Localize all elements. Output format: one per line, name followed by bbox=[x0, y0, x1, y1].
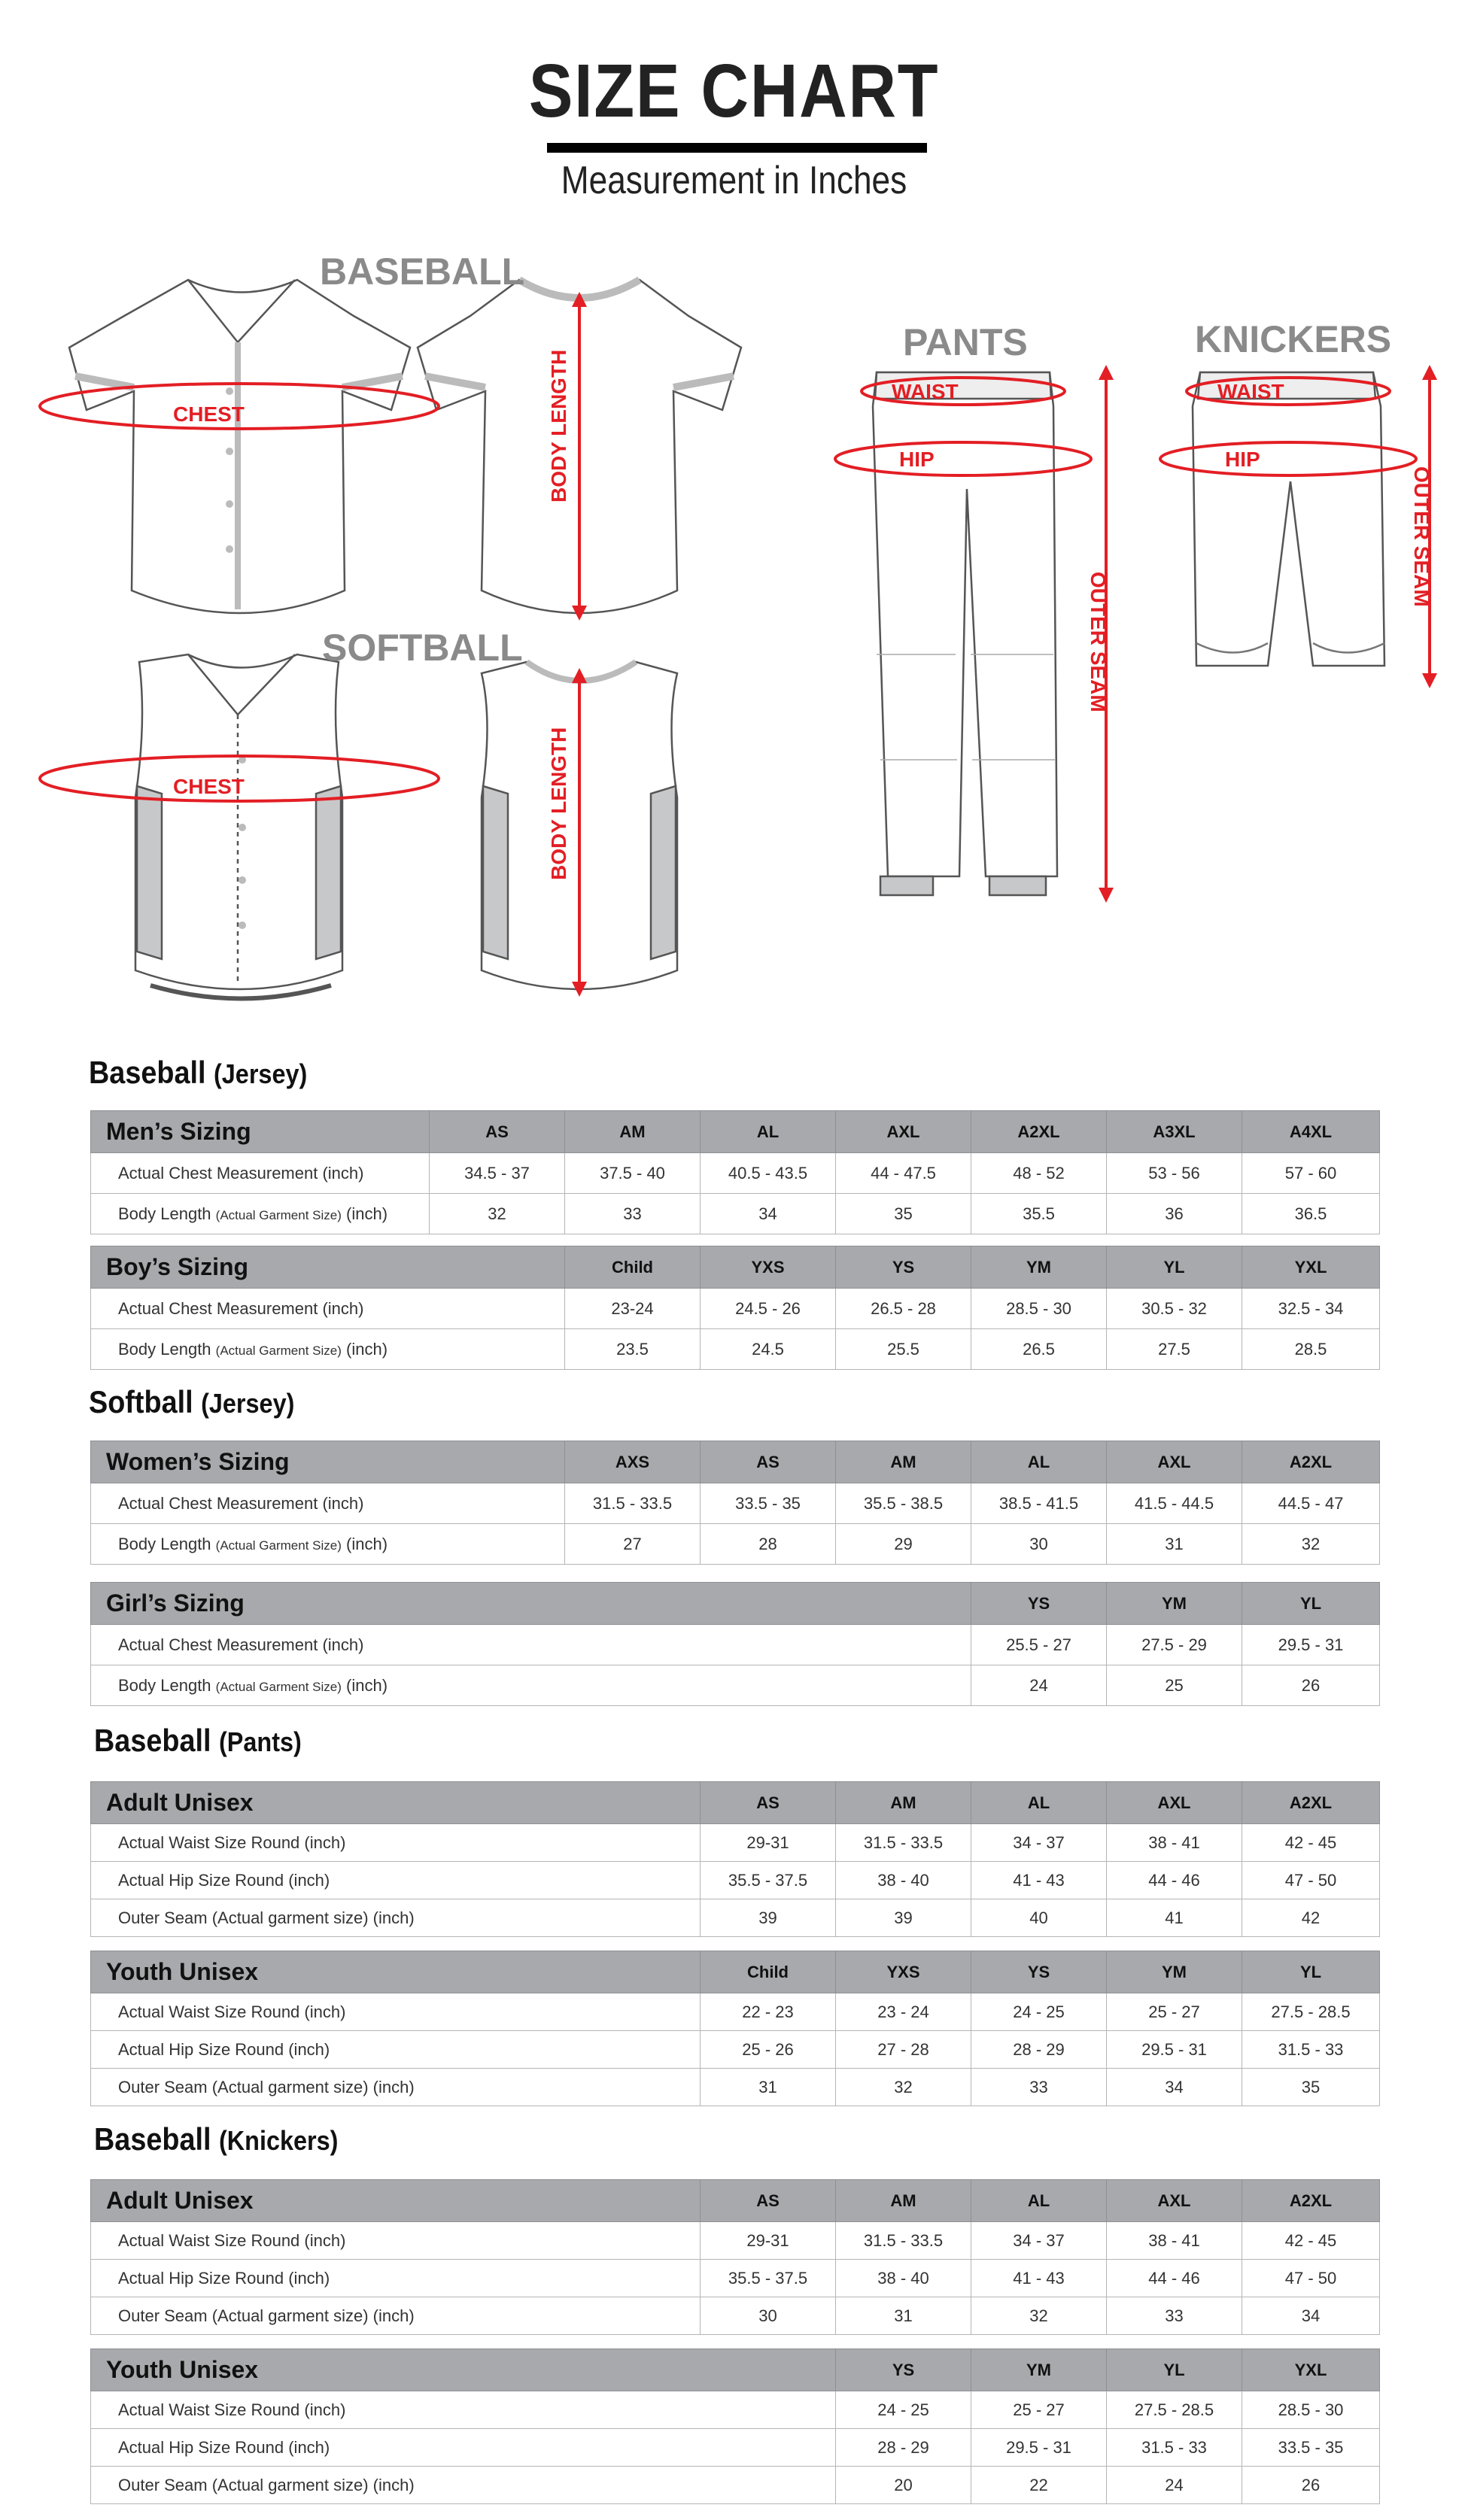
row-label: Actual Hip Size Round (inch) bbox=[91, 2031, 701, 2069]
table-cell: 31.5 - 33 bbox=[1242, 2031, 1380, 2069]
section-softball-jersey bbox=[89, 1384, 294, 1420]
table-cell: 31.5 - 33.5 bbox=[836, 1824, 971, 1862]
row-label: Outer Seam (Actual garment size) (inch) bbox=[91, 2467, 836, 2504]
row-label: Outer Seam (Actual garment size) (inch) bbox=[91, 2297, 701, 2335]
table-cell: 24 - 25 bbox=[971, 1993, 1107, 2031]
table-row bbox=[91, 2391, 1380, 2429]
table-cell: 29.5 - 31 bbox=[1242, 1625, 1380, 1665]
table-cell: 25 bbox=[1107, 1665, 1242, 1706]
size-header: A4XL bbox=[1242, 1111, 1380, 1153]
table-cell: 31.5 - 33 bbox=[1107, 2429, 1242, 2467]
table-row bbox=[91, 2222, 1380, 2260]
table-cell: 42 - 45 bbox=[1242, 1824, 1380, 1862]
table-cell: 26 bbox=[1242, 2467, 1380, 2504]
table-cell: 28 - 29 bbox=[836, 2429, 971, 2467]
table-cell: 32 bbox=[836, 2069, 971, 2106]
table-cell: 39 bbox=[701, 1899, 836, 1937]
section-baseball-pants bbox=[94, 1723, 302, 1759]
size-header: YL bbox=[1107, 1246, 1242, 1289]
size-header: AXL bbox=[1107, 1782, 1242, 1824]
mens-sizing-table bbox=[90, 1110, 1380, 1234]
page-title: SIZE CHART bbox=[528, 49, 940, 133]
size-header: A2XL bbox=[1242, 2180, 1380, 2222]
table-cell: 33 bbox=[565, 1194, 701, 1234]
size-header: YM bbox=[1107, 1951, 1242, 1993]
table-cell: 27.5 - 28.5 bbox=[1107, 2391, 1242, 2429]
table-cell: 25 - 27 bbox=[971, 2391, 1107, 2429]
table-cell: 38 - 41 bbox=[1107, 2222, 1242, 2260]
table-cell: 41 - 43 bbox=[971, 2260, 1107, 2297]
table-cell: 23 - 24 bbox=[836, 1993, 971, 2031]
table-cell: 33.5 - 35 bbox=[701, 1483, 836, 1524]
table-cell: 27 - 28 bbox=[836, 2031, 971, 2069]
chest-label-softball: CHEST bbox=[173, 775, 245, 798]
table-cell: 27.5 bbox=[1107, 1329, 1242, 1370]
table-cell: 30.5 - 32 bbox=[1107, 1289, 1242, 1329]
table-cell: 26.5 - 28 bbox=[836, 1289, 971, 1329]
body-length-label-baseball: BODY LENGTH bbox=[547, 349, 570, 502]
size-header: AXS bbox=[565, 1441, 701, 1483]
table-title: Boy’s Sizing bbox=[91, 1246, 565, 1289]
table-cell: 28 - 29 bbox=[971, 2031, 1107, 2069]
waist-label-knickers: WAIST bbox=[1217, 380, 1284, 403]
table-cell: 31.5 - 33.5 bbox=[565, 1483, 701, 1524]
table-cell: 34 - 37 bbox=[971, 2222, 1107, 2260]
knickers-drawing bbox=[1193, 372, 1384, 666]
table-cell: 53 - 56 bbox=[1107, 1153, 1242, 1194]
table-cell: 35.5 - 37.5 bbox=[701, 1862, 836, 1899]
womens-sizing-table bbox=[90, 1441, 1380, 1565]
table-row bbox=[91, 1862, 1380, 1899]
section-sub-text: (Jersey) bbox=[213, 1058, 308, 1089]
table-cell: 44.5 - 47 bbox=[1242, 1483, 1380, 1524]
size-header: AM bbox=[565, 1111, 701, 1153]
table-cell: 38.5 - 41.5 bbox=[971, 1483, 1107, 1524]
table-cell: 23-24 bbox=[565, 1289, 701, 1329]
table-row bbox=[91, 1665, 1380, 1706]
table-row bbox=[91, 2260, 1380, 2297]
pants-youth-table bbox=[90, 1951, 1380, 2106]
size-header: AS bbox=[430, 1111, 565, 1153]
row-label: Actual Chest Measurement (inch) bbox=[91, 1483, 565, 1524]
section-title-text: Baseball bbox=[89, 1055, 206, 1090]
table-cell: 42 bbox=[1242, 1899, 1380, 1937]
row-label: Actual Hip Size Round (inch) bbox=[91, 2429, 836, 2467]
knickers-youth-table bbox=[90, 2348, 1380, 2504]
section-baseball-jersey bbox=[89, 1055, 307, 1091]
table-cell: 44 - 46 bbox=[1107, 2260, 1242, 2297]
table-cell: 57 - 60 bbox=[1242, 1153, 1380, 1194]
row-label: Actual Chest Measurement (inch) bbox=[91, 1153, 430, 1194]
table-cell: 29 bbox=[836, 1524, 971, 1565]
table-cell: 27.5 - 28.5 bbox=[1242, 1993, 1380, 2031]
table-cell: 36 bbox=[1107, 1194, 1242, 1234]
size-header: YL bbox=[1242, 1951, 1380, 1993]
table-cell: 22 - 23 bbox=[701, 1993, 836, 2031]
table-cell: 25.5 bbox=[836, 1329, 971, 1370]
page-subtitle: Measurement in Inches bbox=[561, 159, 907, 202]
table-cell: 47 - 50 bbox=[1242, 1862, 1380, 1899]
waist-label-pants: WAIST bbox=[892, 380, 959, 403]
row-label: Actual Waist Size Round (inch) bbox=[91, 2391, 836, 2429]
row-label: Actual Hip Size Round (inch) bbox=[91, 1862, 701, 1899]
table-cell: 38 - 40 bbox=[836, 1862, 971, 1899]
size-header: AL bbox=[971, 2180, 1107, 2222]
table-row bbox=[91, 1194, 1380, 1234]
table-title: Women’s Sizing bbox=[91, 1441, 565, 1483]
table-cell: 48 - 52 bbox=[971, 1153, 1107, 1194]
table-title: Men’s Sizing bbox=[91, 1111, 430, 1153]
table-cell: 27 bbox=[565, 1524, 701, 1565]
table-row bbox=[91, 2069, 1380, 2106]
section-baseball-knickers bbox=[94, 2121, 338, 2157]
size-header: Child bbox=[565, 1246, 701, 1289]
section-title-text: Baseball bbox=[94, 1723, 211, 1758]
table-cell: 31.5 - 33.5 bbox=[836, 2222, 971, 2260]
table-title: Adult Unisex bbox=[91, 1782, 701, 1824]
size-header: AS bbox=[701, 1441, 836, 1483]
row-label: Actual Waist Size Round (inch) bbox=[91, 1993, 701, 2031]
row-label: Outer Seam (Actual garment size) (inch) bbox=[91, 2069, 701, 2106]
size-header: AXL bbox=[1107, 1441, 1242, 1483]
size-header: A3XL bbox=[1107, 1111, 1242, 1153]
table-cell: 28.5 - 30 bbox=[971, 1289, 1107, 1329]
table-cell: 25.5 - 27 bbox=[971, 1625, 1107, 1665]
section-title-text: Softball bbox=[89, 1384, 193, 1419]
table-cell: 29.5 - 31 bbox=[971, 2429, 1107, 2467]
row-label: Body Length (Actual Garment Size) (inch) bbox=[91, 1194, 430, 1234]
table-row bbox=[91, 1524, 1380, 1565]
row-label: Body Length (Actual Garment Size) (inch) bbox=[91, 1329, 565, 1370]
table-row bbox=[91, 1824, 1380, 1862]
size-header: A2XL bbox=[1242, 1782, 1380, 1824]
table-cell: 35 bbox=[1242, 2069, 1380, 2106]
size-header: YXL bbox=[1242, 2349, 1380, 2391]
table-cell: 44 - 46 bbox=[1107, 1862, 1242, 1899]
table-title: Adult Unisex bbox=[91, 2180, 701, 2222]
table-title: Girl’s Sizing bbox=[91, 1583, 971, 1625]
table-cell: 24 bbox=[1107, 2467, 1242, 2504]
size-header: AM bbox=[836, 2180, 971, 2222]
table-cell: 26.5 bbox=[971, 1329, 1107, 1370]
baseball-label: BASEBALL bbox=[320, 250, 525, 293]
softball-label: SOFTBALL bbox=[322, 627, 523, 669]
size-header: AM bbox=[836, 1782, 971, 1824]
row-label: Actual Chest Measurement (inch) bbox=[91, 1625, 971, 1665]
table-cell: 44 - 47.5 bbox=[836, 1153, 971, 1194]
section-sub-text: (Pants) bbox=[218, 1726, 302, 1757]
table-cell: 34 bbox=[701, 1194, 836, 1234]
table-row bbox=[91, 2297, 1380, 2335]
size-header: YS bbox=[971, 1951, 1107, 1993]
table-cell: 31 bbox=[836, 2297, 971, 2335]
chest-label-baseball: CHEST bbox=[173, 402, 245, 426]
hip-label-pants: HIP bbox=[899, 448, 935, 471]
table-cell: 34 bbox=[1242, 2297, 1380, 2335]
table-cell: 28.5 bbox=[1242, 1329, 1380, 1370]
table-cell: 41 bbox=[1107, 1899, 1242, 1937]
table-cell: 32 bbox=[1242, 1524, 1380, 1565]
table-cell: 29.5 - 31 bbox=[1107, 2031, 1242, 2069]
table-cell: 25 - 26 bbox=[701, 2031, 836, 2069]
table-title: Youth Unisex bbox=[91, 1951, 701, 1993]
table-cell: 28 bbox=[701, 1524, 836, 1565]
size-header: YXS bbox=[836, 1951, 971, 1993]
table-title: Youth Unisex bbox=[91, 2349, 836, 2391]
table-cell: 24.5 - 26 bbox=[701, 1289, 836, 1329]
table-row bbox=[91, 2467, 1380, 2504]
size-header: YXS bbox=[701, 1246, 836, 1289]
size-header: YS bbox=[836, 1246, 971, 1289]
table-cell: 47 - 50 bbox=[1242, 2260, 1380, 2297]
table-cell: 22 bbox=[971, 2467, 1107, 2504]
size-header: AXL bbox=[836, 1111, 971, 1153]
size-header: YL bbox=[1242, 1583, 1380, 1625]
table-cell: 34 - 37 bbox=[971, 1824, 1107, 1862]
table-cell: 30 bbox=[971, 1524, 1107, 1565]
size-header: Child bbox=[701, 1951, 836, 1993]
table-cell: 35 bbox=[836, 1194, 971, 1234]
table-cell: 24 bbox=[971, 1665, 1107, 1706]
size-header: YL bbox=[1107, 2349, 1242, 2391]
table-cell: 25 - 27 bbox=[1107, 1993, 1242, 2031]
table-cell: 31 bbox=[701, 2069, 836, 2106]
table-cell: 36.5 bbox=[1242, 1194, 1380, 1234]
pants-label: PANTS bbox=[903, 321, 1028, 363]
table-cell: 41 - 43 bbox=[971, 1862, 1107, 1899]
knickers-adult-table bbox=[90, 2179, 1380, 2335]
row-label: Actual Waist Size Round (inch) bbox=[91, 2222, 701, 2260]
outer-seam-label-knickers: OUTER SEAM bbox=[1410, 466, 1433, 607]
table-cell: 40 bbox=[971, 1899, 1107, 1937]
table-cell: 24.5 bbox=[701, 1329, 836, 1370]
size-header: AL bbox=[971, 1782, 1107, 1824]
row-label: Body Length (Actual Garment Size) (inch) bbox=[91, 1665, 971, 1706]
table-cell: 32 bbox=[971, 2297, 1107, 2335]
baseball-jersey-front bbox=[69, 280, 410, 613]
table-cell: 38 - 40 bbox=[836, 2260, 971, 2297]
size-header: YM bbox=[971, 2349, 1107, 2391]
table-cell: 35.5 - 37.5 bbox=[701, 2260, 836, 2297]
table-cell: 39 bbox=[836, 1899, 971, 1937]
table-cell: 29-31 bbox=[701, 1824, 836, 1862]
size-header: AL bbox=[701, 1111, 836, 1153]
table-row bbox=[91, 1153, 1380, 1194]
table-row bbox=[91, 1899, 1380, 1937]
table-cell: 38 - 41 bbox=[1107, 1824, 1242, 1862]
row-label: Actual Waist Size Round (inch) bbox=[91, 1824, 701, 1862]
table-row bbox=[91, 1483, 1380, 1524]
table-row bbox=[91, 1625, 1380, 1665]
size-header: AXL bbox=[1107, 2180, 1242, 2222]
row-label: Outer Seam (Actual garment size) (inch) bbox=[91, 1899, 701, 1937]
table-cell: 30 bbox=[701, 2297, 836, 2335]
girls-sizing-table bbox=[90, 1582, 1380, 1706]
size-header: YS bbox=[971, 1583, 1107, 1625]
table-cell: 31 bbox=[1107, 1524, 1242, 1565]
table-cell: 26 bbox=[1242, 1665, 1380, 1706]
size-header: AL bbox=[971, 1441, 1107, 1483]
size-header: AM bbox=[836, 1441, 971, 1483]
size-header: YS bbox=[836, 2349, 971, 2391]
table-cell: 32 bbox=[430, 1194, 565, 1234]
table-cell: 20 bbox=[836, 2467, 971, 2504]
table-cell: 40.5 - 43.5 bbox=[701, 1153, 836, 1194]
table-cell: 42 - 45 bbox=[1242, 2222, 1380, 2260]
table-cell: 23.5 bbox=[565, 1329, 701, 1370]
table-row bbox=[91, 1289, 1380, 1329]
section-sub-text: (Knickers) bbox=[218, 2125, 339, 2156]
body-length-label-softball: BODY LENGTH bbox=[547, 727, 570, 880]
table-cell: 27.5 - 29 bbox=[1107, 1625, 1242, 1665]
row-label: Actual Chest Measurement (inch) bbox=[91, 1289, 565, 1329]
size-header: YM bbox=[1107, 1583, 1242, 1625]
section-sub-text: (Jersey) bbox=[201, 1388, 295, 1419]
hip-label-knickers: HIP bbox=[1225, 448, 1260, 471]
table-cell: 32.5 - 34 bbox=[1242, 1289, 1380, 1329]
size-header: YXL bbox=[1242, 1246, 1380, 1289]
table-row bbox=[91, 2429, 1380, 2467]
size-header: A2XL bbox=[971, 1111, 1107, 1153]
table-cell: 33 bbox=[971, 2069, 1107, 2106]
table-cell: 34 bbox=[1107, 2069, 1242, 2106]
pants-adult-table bbox=[90, 1781, 1380, 1937]
size-header: AS bbox=[701, 1782, 836, 1824]
knickers-label: KNICKERS bbox=[1195, 318, 1392, 360]
table-cell: 37.5 - 40 bbox=[565, 1153, 701, 1194]
table-cell: 29-31 bbox=[701, 2222, 836, 2260]
table-row bbox=[91, 1993, 1380, 2031]
size-header: YM bbox=[971, 1246, 1107, 1289]
size-header: A2XL bbox=[1242, 1441, 1380, 1483]
table-cell: 28.5 - 30 bbox=[1242, 2391, 1380, 2429]
table-row bbox=[91, 2031, 1380, 2069]
row-label: Body Length (Actual Garment Size) (inch) bbox=[91, 1524, 565, 1565]
softball-jersey-front bbox=[135, 654, 342, 999]
table-cell: 34.5 - 37 bbox=[430, 1153, 565, 1194]
table-cell: 24 - 25 bbox=[836, 2391, 971, 2429]
outer-seam-label-pants: OUTER SEAM bbox=[1087, 572, 1110, 712]
row-label: Actual Hip Size Round (inch) bbox=[91, 2260, 701, 2297]
table-cell: 35.5 bbox=[971, 1194, 1107, 1234]
table-row bbox=[91, 1329, 1380, 1370]
table-cell: 35.5 - 38.5 bbox=[836, 1483, 971, 1524]
section-title-text: Baseball bbox=[94, 2121, 211, 2157]
table-cell: 33 bbox=[1107, 2297, 1242, 2335]
size-header: AS bbox=[701, 2180, 836, 2222]
table-cell: 41.5 - 44.5 bbox=[1107, 1483, 1242, 1524]
table-cell: 33.5 - 35 bbox=[1242, 2429, 1380, 2467]
boys-sizing-table bbox=[90, 1246, 1380, 1370]
garment-illustrations bbox=[0, 0, 1468, 1023]
